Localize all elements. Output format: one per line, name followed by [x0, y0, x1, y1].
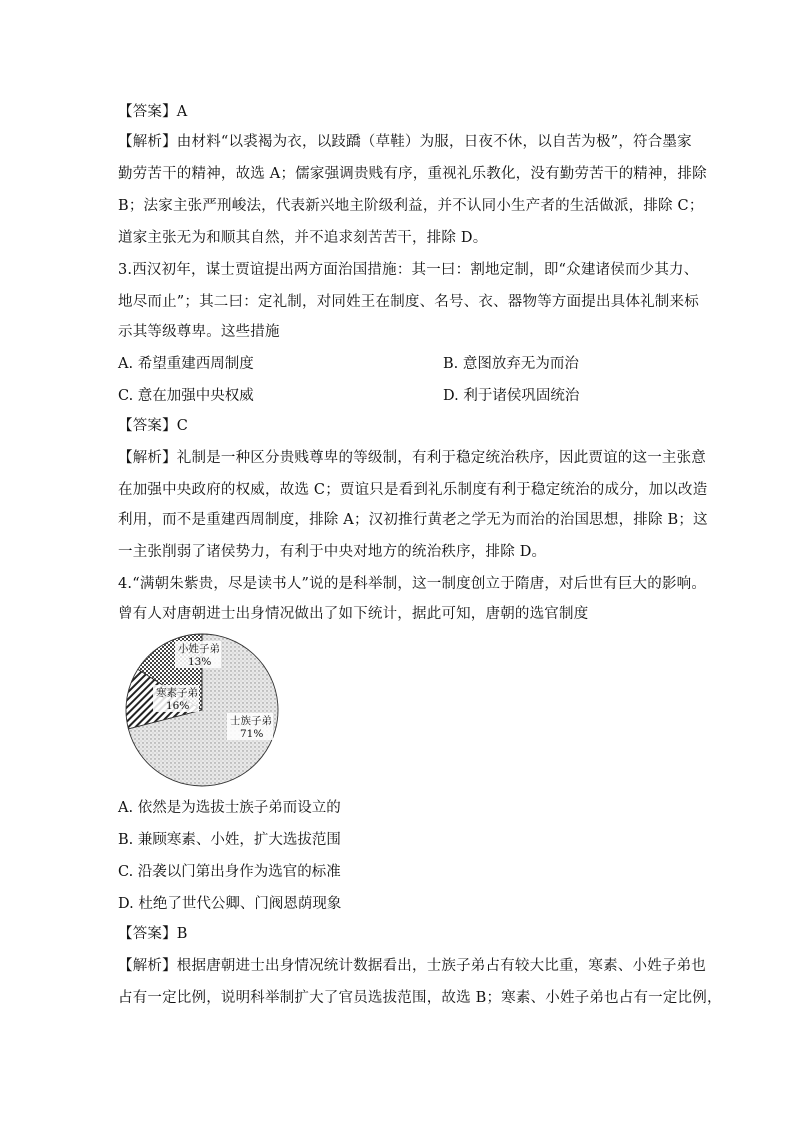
pie-slice-label: 寒素子弟 — [156, 687, 198, 699]
q3-option-c: C. 意在加强中央权威 — [118, 388, 254, 404]
q3-option-d: D. 利于诸侯巩固统治 — [443, 388, 580, 404]
q3-stem-line-2: 地尽而止”；其二曰：定礼制，对同姓王在制度、名号、衣、器物等方面提出具体礼制来标 — [118, 294, 699, 310]
pie-chart — [118, 630, 288, 790]
q3-stem-line-3: 示其等级尊卑。这些措施 — [118, 324, 280, 340]
q4-analysis-line-1: 【解析】根据唐朝进士出身情况统计数据看出，士族子弟占有较大比重，寒素、小姓子弟也 — [118, 958, 706, 974]
q4-option-b: B. 兼顾寒素、小姓，扩大选拔范围 — [118, 832, 341, 848]
q2-analysis-line-2: 勤劳苦干的精神，故选 A；儒家强调贵贱有序，重视礼乐教化，没有勤劳苦干的精神，排除 — [118, 166, 707, 182]
q4-option-c: C. 沿袭以门第出身作为选官的标准 — [118, 864, 341, 880]
q4-answer: 【答案】B — [118, 926, 188, 942]
q4-stem-line-2: 曾有人对唐朝进士出身情况做出了如下统计，据此可知，唐朝的选官制度 — [118, 606, 589, 622]
q3-answer: 【答案】C — [118, 418, 189, 434]
q3-option-b: B. 意图放弃无为而治 — [443, 356, 579, 372]
pie-slice-label: 士族子弟 — [230, 715, 272, 727]
q3-option-a: A. 希望重建西周制度 — [118, 356, 254, 372]
q3-analysis-line-2: 在加强中央政府的权威，故选 C；贾谊只是看到礼乐制度有利于稳定统治的成分，加以改造 — [118, 482, 708, 498]
q2-analysis-line-1: 【解析】由材料“以裘褐为衣，以跂蹻（草鞋）为服，日夜不休，以自苦为极”，符合墨家 — [118, 134, 692, 150]
q2-analysis-line-3: B；法家主张严刑峻法，代表新兴地主阶级利益，并不认同小生产者的生活做派，排除 C； — [118, 198, 704, 214]
q4-analysis-line-2: 占有一定比例，说明科举制扩大了官员选拔范围，故选 B；寒素、小姓子弟也占有一定比例， — [118, 990, 722, 1006]
q4-option-a: A. 依然是为选拔士族子弟而设立的 — [118, 800, 341, 816]
q2-analysis-line-4: 道家主张无为和顺其自然，并不追求刻苦苦干，排除 D。 — [118, 230, 488, 246]
pie-chart-svg — [118, 630, 288, 790]
q4-option-d: D. 杜绝了世代公卿、门阀恩荫现象 — [118, 896, 342, 912]
pie-slice-value: 16% — [166, 700, 190, 712]
pie-slice-value: 71% — [240, 728, 264, 740]
q3-analysis-line-1: 【解析】礼制是一种区分贵贱尊卑的等级制，有利于稳定统治秩序，因此贾谊的这一主张意 — [118, 450, 706, 466]
pie-slice-label: 小姓子弟 — [178, 643, 220, 655]
pie-slice-value: 13% — [188, 656, 212, 668]
q3-analysis-line-4: 一主张削弱了诸侯势力，有利于中央对地方的统治秩序，排除 D。 — [118, 544, 547, 560]
q3-stem-line-1: 3.西汉初年，谋士贾谊提出两方面治国措施：其一曰：割地定制，即“众建诸侯而少其力、 — [118, 262, 699, 278]
q3-analysis-line-3: 利用，而不是重建西周制度，排除 A；汉初推行黄老之学无为而治的治国思想，排除 B；这 — [118, 512, 708, 528]
q4-stem-line-1: 4.“满朝朱紫贵，尽是读书人”说的是科举制，这一制度创立于隋唐，对后世有巨大的影响。 — [118, 576, 707, 592]
q2-answer: 【答案】A — [118, 104, 188, 120]
